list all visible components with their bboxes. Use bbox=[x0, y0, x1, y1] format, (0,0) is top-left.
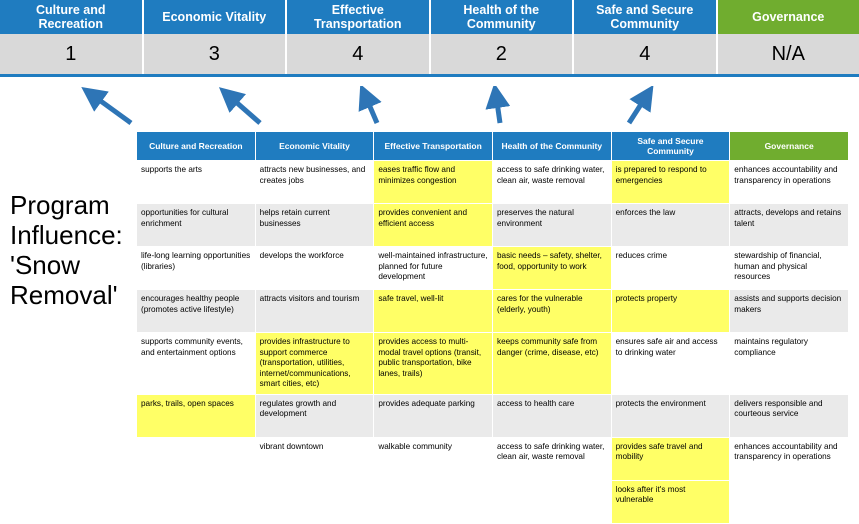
matrix-cell: enforces the law bbox=[611, 204, 730, 247]
score-safe-and-secure-community: 4 bbox=[574, 34, 718, 74]
matrix-cell: provides infrastructure to support commerce (transportation, utilities, internet/communications, smart cities, etc) bbox=[255, 333, 374, 395]
matrix-cell: helps retain current businesses bbox=[255, 204, 374, 247]
priority-header-health-of-the-community: Health of the Community bbox=[431, 0, 575, 34]
matrix-cell: keeps community safe from danger (crime, disease, etc) bbox=[492, 333, 611, 395]
matrix-row bbox=[137, 333, 849, 395]
matrix-cell: is prepared to respond to emergencies bbox=[611, 161, 730, 204]
matrix-cell: provides access to multi-modal travel options (transit, public transportation, bike lanes, trails) bbox=[374, 333, 493, 395]
matrix-cell: safe travel, well-lit bbox=[374, 290, 493, 333]
matrix-cell: attracts new businesses, and creates jobs bbox=[255, 161, 374, 204]
matrix-cell: well-maintained infrastructure, planned for future development bbox=[374, 247, 493, 290]
matrix-header-governance: Governance bbox=[730, 132, 849, 161]
score-governance: N/A bbox=[718, 34, 859, 74]
matrix-cell: access to safe drinking water, clean air, waste removal bbox=[492, 161, 611, 204]
arrow-effective-transportation bbox=[365, 95, 377, 123]
priority-score-row bbox=[0, 34, 859, 74]
matrix-header-health-of-the-community: Health of the Community bbox=[492, 132, 611, 161]
matrix-cell: ensures safe air and access to drinking water bbox=[611, 333, 730, 395]
matrix-header-economic-vitality: Economic Vitality bbox=[255, 132, 374, 161]
matrix-cell bbox=[137, 437, 256, 480]
matrix-cell: delivers responsible and courteous service bbox=[730, 394, 849, 437]
matrix-cell: basic needs – safety, shelter, food, opportunity to work bbox=[492, 247, 611, 290]
matrix-cell: life-long learning opportunities (libraries) bbox=[137, 247, 256, 290]
matrix-cell bbox=[255, 480, 374, 523]
matrix-cell: protects the environment bbox=[611, 394, 730, 437]
matrix-cell: cares for the vulnerable (elderly, youth) bbox=[492, 290, 611, 333]
matrix-cell bbox=[374, 480, 493, 523]
arrow-safe-and-secure-community bbox=[629, 95, 647, 123]
matrix-cell: access to health care bbox=[492, 394, 611, 437]
matrix-cell: supports community events, and entertainment options bbox=[137, 333, 256, 395]
matrix-cell: eases traffic flow and minimizes congestion bbox=[374, 161, 493, 204]
matrix-row bbox=[137, 290, 849, 333]
matrix-cell bbox=[730, 480, 849, 523]
arrow-culture-and-recreation bbox=[91, 94, 131, 123]
matrix-row bbox=[137, 161, 849, 204]
matrix-cell: parks, trails, open spaces bbox=[137, 394, 256, 437]
score-culture-and-recreation: 1 bbox=[0, 34, 144, 74]
priority-header-governance: Governance bbox=[718, 0, 859, 34]
matrix-header-culture-and-recreation: Culture and Recreation bbox=[137, 132, 256, 161]
matrix-cell: access to safe drinking water, clean air, waste removal bbox=[492, 437, 611, 480]
matrix-cell: develops the workforce bbox=[255, 247, 374, 290]
matrix-cell: reduces crime bbox=[611, 247, 730, 290]
priority-header-effective-transportation: Effective Transportation bbox=[287, 0, 431, 34]
matrix-cell bbox=[492, 480, 611, 523]
matrix-cell: assists and supports decision makers bbox=[730, 290, 849, 333]
arrow-group bbox=[0, 86, 859, 136]
matrix-cell: enhances accountability and transparency in operations bbox=[730, 161, 849, 204]
matrix-row bbox=[137, 247, 849, 290]
matrix-cell: provides safe travel and mobility bbox=[611, 437, 730, 480]
score-effective-transportation: 4 bbox=[287, 34, 431, 74]
matrix-cell: walkable community bbox=[374, 437, 493, 480]
matrix-cell: stewardship of financial, human and physical resources bbox=[730, 247, 849, 290]
matrix-cell: encourages healthy people (promotes active lifestyle) bbox=[137, 290, 256, 333]
score-health-of-the-community: 2 bbox=[431, 34, 575, 74]
matrix-header-effective-transportation: Effective Transportation bbox=[374, 132, 493, 161]
priority-header-culture-and-recreation: Culture and Recreation bbox=[0, 0, 144, 34]
matrix-row bbox=[137, 394, 849, 437]
matrix-cell: maintains regulatory compliance bbox=[730, 333, 849, 395]
matrix-cell: attracts visitors and tourism bbox=[255, 290, 374, 333]
arrow-economic-vitality bbox=[228, 95, 260, 123]
program-influence-label: Program Influence: 'Snow Removal' bbox=[10, 190, 140, 311]
matrix-cell: preserves the natural environment bbox=[492, 204, 611, 247]
matrix-body bbox=[137, 161, 849, 524]
matrix-cell: attracts, develops and retains talent bbox=[730, 204, 849, 247]
band-underline bbox=[0, 74, 859, 77]
matrix-row bbox=[137, 480, 849, 523]
matrix-cell: looks after it's most vulnerable bbox=[611, 480, 730, 523]
matrix-header-safe-and-secure-community: Safe and Secure Community bbox=[611, 132, 730, 161]
score-economic-vitality: 3 bbox=[144, 34, 288, 74]
matrix-cell: regulates growth and development bbox=[255, 394, 374, 437]
arrow-health-of-the-community bbox=[496, 95, 500, 123]
matrix-cell: provides adequate parking bbox=[374, 394, 493, 437]
matrix-cell: supports the arts bbox=[137, 161, 256, 204]
priority-header-safe-and-secure-community: Safe and Secure Community bbox=[574, 0, 718, 34]
matrix-cell: opportunities for cultural enrichment bbox=[137, 204, 256, 247]
matrix-header-row bbox=[137, 132, 849, 161]
matrix-cell: provides convenient and efficient access bbox=[374, 204, 493, 247]
matrix-cell: enhances accountability and transparency in operations bbox=[730, 437, 849, 480]
priority-header-economic-vitality: Economic Vitality bbox=[144, 0, 288, 34]
matrix-row bbox=[137, 204, 849, 247]
matrix-cell bbox=[137, 480, 256, 523]
strategic-priorities-band bbox=[0, 0, 859, 88]
matrix-row bbox=[137, 437, 849, 480]
priority-header-row bbox=[0, 0, 859, 34]
matrix-cell: protects property bbox=[611, 290, 730, 333]
matrix-cell: vibrant downtown bbox=[255, 437, 374, 480]
